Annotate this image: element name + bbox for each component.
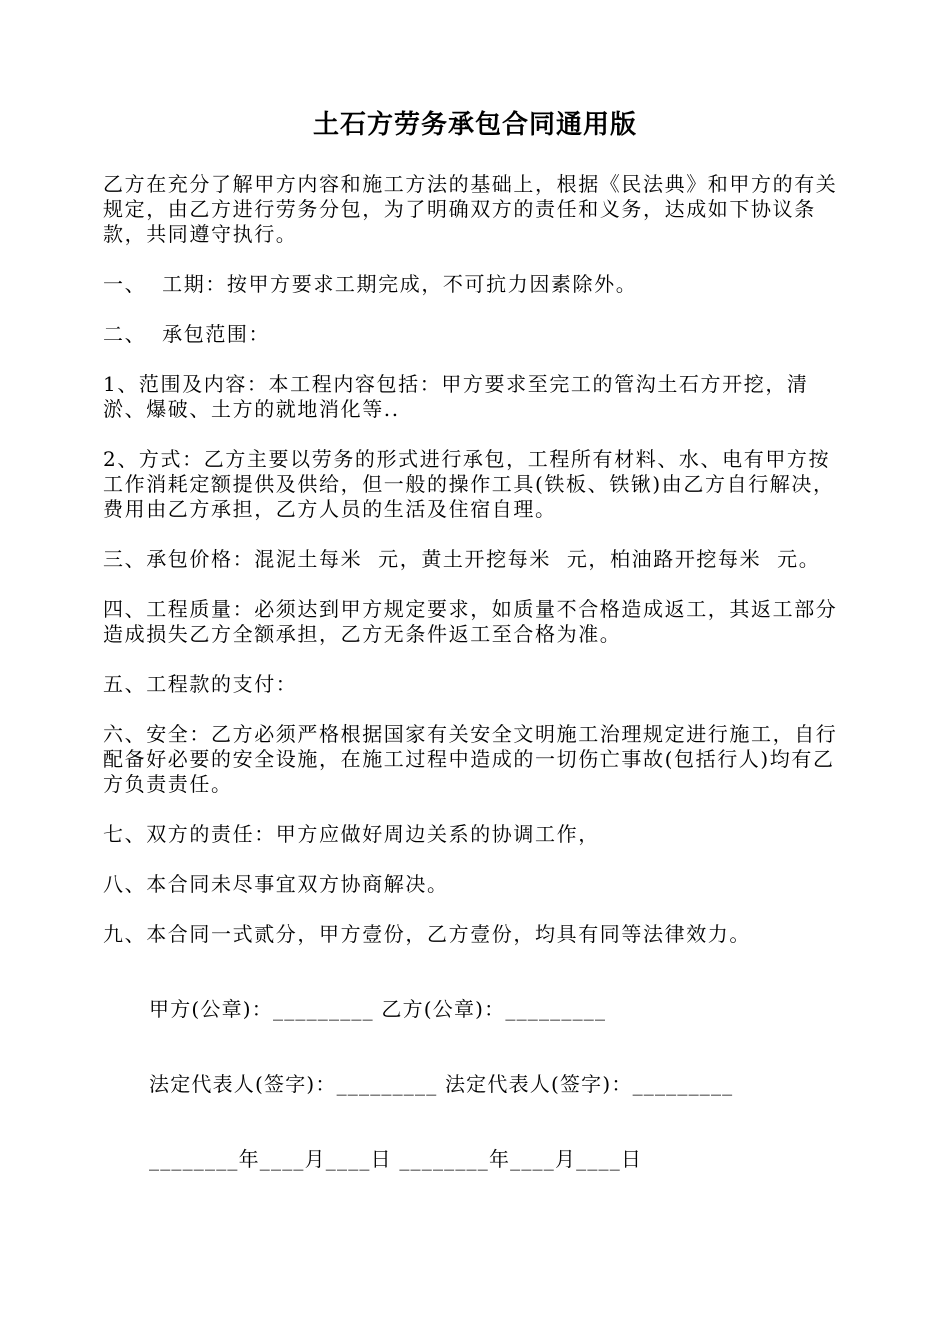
- representative-line: 法定代表人(签字)：_________ 法定代表人(签字)：_________: [149, 1072, 734, 1096]
- clause-2-scope: 二、 承包范围：: [103, 322, 271, 346]
- date-line: ________年____月____日 ________年____月____日: [149, 1147, 643, 1171]
- clause-7-responsibility: 七、双方的责任：甲方应做好周边关系的协调工作，: [103, 822, 600, 846]
- clause-6-safety: 六、安全：乙方必须严格根据国家有关安全文明施工治理规定进行施工，自行配备好必要的安全设施，在施工过程中造成的一切伤亡事故(包括行人)均有乙方负责责任。: [103, 722, 838, 796]
- clause-9-copies: 九、本合同一式贰分，甲方壹份，乙方壹份，均具有同等法律效力。: [103, 922, 751, 946]
- intro-paragraph: 乙方在充分了解甲方内容和施工方法的基础上，根据《民法典》和甲方的有关规定，由乙方进行劳务分包，为了明确双方的责任和义务，达成如下协议条款，共同遵守执行。: [103, 172, 838, 246]
- clause-2-1-content: 1、范围及内容：本工程内容包括：甲方要求至完工的管沟土石方开挖，清淤、爆破、土方的就地消化等..: [103, 372, 809, 421]
- signature-block: [103, 947, 851, 1222]
- clause-8-other: 八、本合同未尽事宜双方协商解决。: [103, 872, 449, 896]
- clause-1-schedule: 一、 工期：按甲方要求工期完成，不可抗力因素除外。: [103, 272, 638, 296]
- seal-line: 甲方(公章)：_________ 乙方(公章)：_________: [149, 997, 607, 1021]
- clause-4-quality: 四、工程质量：必须达到甲方规定要求，如质量不合格造成返工，其返工部分造成损失乙方全额承担，乙方无条件返工至合格为准。: [103, 597, 838, 646]
- clause-5-payment: 五、工程款的支付：: [103, 672, 298, 696]
- contract-body: [103, 172, 851, 1222]
- clause-3-price: 三、承包价格：混泥土每米 元，黄土开挖每米 元，柏油路开挖每米 元。: [103, 547, 821, 571]
- document-title: 土石方劳务承包合同通用版: [312, 110, 637, 140]
- clause-2-2-method: 2、方式：乙方主要以劳务的形式进行承包，工程所有材料、水、电有甲方按工作消耗定额提供及供给，但一般的操作工具(铁板、铁锹)由乙方自行解决，费用由乙方承担，乙方人员的生活及住宿自理。: [103, 447, 835, 521]
